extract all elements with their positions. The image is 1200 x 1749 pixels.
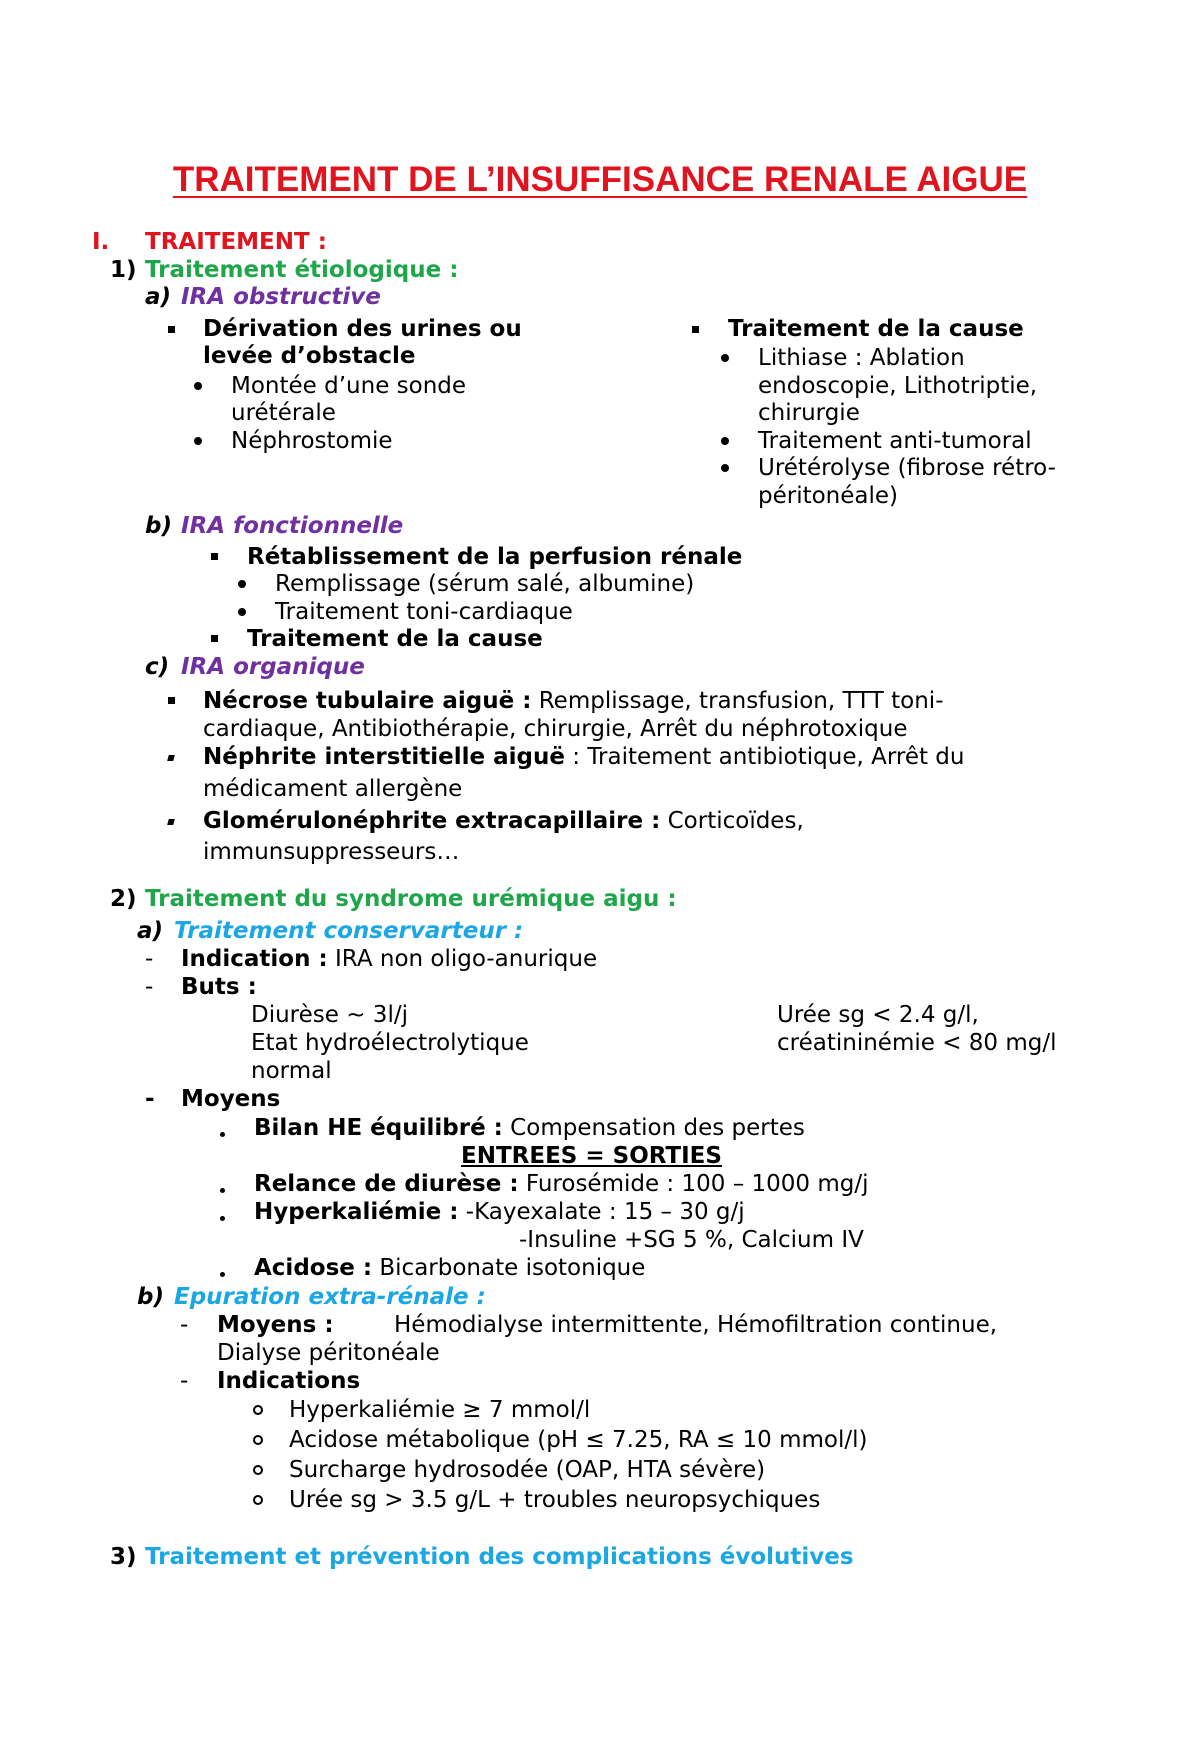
list-item: chirurgie — [758, 400, 860, 426]
subpart-letter: b) — [145, 513, 172, 539]
list-item — [203, 807, 804, 835]
list-item: Urétérolyse (fibrose rétro- — [758, 455, 1056, 481]
item-label: Glomérulonéphrite extracapillaire : — [203, 808, 661, 834]
circle-bullet-icon — [253, 1465, 263, 1475]
subpart-heading: IRA organique — [181, 654, 365, 680]
subpart-heading: Epuration extra-rénale : — [174, 1284, 486, 1310]
item-label: Bilan HE équilibré : — [254, 1115, 503, 1141]
item-label: Nécrose tubulaire aiguë : — [203, 688, 532, 714]
item-label: Acidose : — [254, 1255, 373, 1281]
list-item-continuation: médicament allergène — [203, 776, 463, 802]
item-text: Bicarbonate isotonique — [372, 1255, 646, 1281]
list-item-continuation: -Insuline +SG 5 %, Calcium IV — [519, 1227, 864, 1253]
small-bullet-icon — [220, 1214, 225, 1221]
list-item: urétérale — [231, 400, 336, 426]
bullet-icon — [721, 437, 729, 445]
list-item-heading: Rétablissement de la perfusion rénale — [247, 544, 743, 570]
part-number: 2) — [110, 886, 137, 912]
list-item: Hyperkaliémie ≥ 7 mmol/l — [289, 1397, 591, 1423]
list-item — [181, 945, 597, 973]
dash-bullet-icon: - — [180, 1312, 189, 1338]
list-item: Néphrostomie — [231, 428, 393, 454]
item-text: : Traitement antibiotique, Arrêt du — [564, 744, 965, 770]
list-item: Surcharge hydrosodée (OAP, HTA sévère) — [289, 1457, 766, 1483]
list-item: Traitement anti-tumoral — [758, 428, 1032, 454]
subpart-letter: b) — [137, 1284, 164, 1310]
square-bullet-icon — [211, 635, 218, 642]
dash-bullet-icon: - — [145, 974, 154, 1000]
part-number: 3) — [110, 1544, 137, 1570]
section-number: I. — [92, 229, 110, 255]
item-label: Hyperkaliémie : — [254, 1199, 459, 1225]
item-text: Furosémide : 100 – 1000 mg/j — [518, 1171, 869, 1197]
square-bullet-icon — [168, 326, 175, 333]
subpart-heading: IRA fonctionnelle — [181, 513, 404, 539]
part-heading: Traitement et prévention des complications évolutives — [145, 1544, 854, 1570]
list-item-label: Indications — [217, 1368, 361, 1394]
square-bullet-icon — [168, 754, 174, 761]
goal-text: créatininémie < 80 mg/l — [777, 1030, 1057, 1056]
item-label: Relance de diurèse : — [254, 1171, 519, 1197]
balance-equation: ENTREES = SORTIES — [461, 1143, 722, 1169]
bullet-icon — [721, 464, 729, 472]
small-bullet-icon — [220, 1186, 225, 1193]
list-item: Montée d’une sonde — [231, 373, 467, 399]
item-text: -Kayexalate : 15 – 30 g/j — [458, 1199, 745, 1225]
item-text: Corticoïdes, — [660, 808, 804, 834]
list-item: Traitement toni-cardiaque — [275, 599, 573, 625]
list-item: Urée sg > 3.5 g/L + troubles neuropsychiques — [289, 1487, 821, 1513]
bullet-icon — [194, 437, 202, 445]
list-item — [254, 1254, 645, 1282]
bullet-icon — [194, 382, 202, 390]
goal-text: normal — [251, 1058, 332, 1084]
subpart-letter: c) — [145, 654, 170, 680]
list-item-continuation: cardiaque, Antibiothérapie, chirurgie, Arrêt du néphrotoxique — [203, 716, 908, 742]
page-title: TRAITEMENT DE L’INSUFFISANCE RENALE AIGUE — [172, 160, 1028, 199]
list-item — [254, 1198, 745, 1226]
list-item: Acidose métabolique (pH ≤ 7.25, RA ≤ 10 mmol/l) — [289, 1427, 868, 1453]
goal-text: Etat hydroélectrolytique — [251, 1030, 529, 1056]
section-heading: TRAITEMENT : — [145, 229, 327, 255]
item-label: Indication : — [181, 946, 328, 972]
list-item: Remplissage (sérum salé, albumine) — [275, 571, 695, 597]
list-item — [254, 1114, 805, 1142]
dash-bullet-icon: - — [145, 946, 154, 972]
small-bullet-icon — [220, 1270, 225, 1277]
goal-text: Diurèse ~ 3l/j — [251, 1002, 408, 1028]
square-bullet-icon — [168, 818, 174, 825]
item-label: Néphrite interstitielle aiguë — [203, 744, 565, 770]
list-item — [254, 1170, 869, 1198]
part-number: 1) — [110, 257, 137, 283]
part-heading: Traitement étiologique : — [145, 257, 459, 283]
list-item: Hémodialyse intermittente, Hémofiltration continue, — [394, 1312, 998, 1338]
square-bullet-icon — [211, 553, 218, 560]
list-item-label: Buts : — [181, 974, 257, 1000]
list-item — [203, 743, 965, 771]
square-bullet-icon — [692, 326, 699, 333]
subpart-letter: a) — [137, 918, 164, 944]
circle-bullet-icon — [253, 1435, 263, 1445]
list-item-label: Moyens : — [217, 1312, 334, 1338]
goal-text: Urée sg < 2.4 g/l, — [777, 1002, 979, 1028]
dash-bullet-icon: - — [180, 1368, 189, 1394]
list-item-heading: Dérivation des urines ou — [203, 316, 522, 342]
subpart-heading: Traitement conservarteur : — [174, 918, 524, 944]
list-item: endoscopie, Lithotriptie, — [758, 373, 1038, 399]
part-heading: Traitement du syndrome urémique aigu : — [145, 886, 677, 912]
list-item-heading: Traitement de la cause — [728, 316, 1024, 342]
list-item-heading: levée d’obstacle — [203, 343, 416, 369]
small-bullet-icon — [220, 1130, 225, 1137]
bullet-icon — [721, 354, 729, 362]
square-bullet-icon — [168, 697, 175, 704]
item-text: Compensation des pertes — [502, 1115, 805, 1141]
bullet-icon — [238, 608, 246, 616]
list-item: péritonéale) — [758, 483, 899, 509]
circle-bullet-icon — [253, 1405, 263, 1415]
list-item-continuation: immunsuppresseurs… — [203, 839, 460, 865]
subpart-letter: a) — [145, 284, 172, 310]
item-text: Remplissage, transfusion, TTT toni- — [531, 688, 944, 714]
list-item — [203, 687, 944, 715]
list-item-heading: Traitement de la cause — [247, 626, 543, 652]
list-item: Lithiase : Ablation — [758, 345, 965, 371]
list-item-label: Moyens — [181, 1086, 281, 1112]
subpart-heading: IRA obstructive — [181, 284, 381, 310]
circle-bullet-icon — [253, 1495, 263, 1505]
dash-bullet-icon: - — [145, 1086, 155, 1112]
item-text: IRA non oligo-anurique — [327, 946, 598, 972]
bullet-icon — [238, 580, 246, 588]
list-item-continuation: Dialyse péritonéale — [217, 1340, 440, 1366]
